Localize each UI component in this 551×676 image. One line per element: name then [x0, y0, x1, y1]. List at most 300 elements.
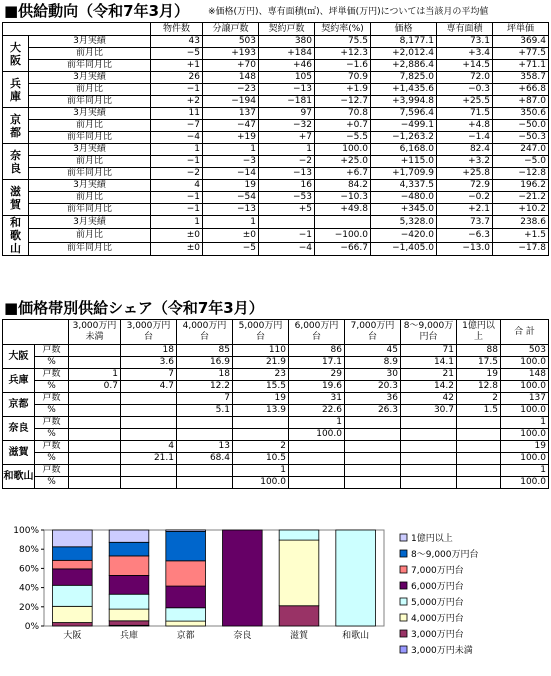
region-name: 大阪: [3, 345, 35, 369]
table-cell: ±0: [203, 229, 259, 242]
table-cell: 7: [177, 393, 233, 405]
table-cell: 85: [177, 345, 233, 357]
row-label: %: [35, 429, 69, 441]
row-label: 前年同月比: [29, 96, 151, 108]
table-cell: [177, 465, 233, 477]
table-cell: 84.2: [315, 180, 371, 192]
table-cell: −6.3: [437, 229, 493, 242]
table-cell: [289, 453, 345, 465]
table-row: [3, 48, 549, 60]
table-cell: −1,263.2: [371, 132, 437, 144]
table-cell: 21.9: [233, 357, 289, 369]
region-name: 京 都: [3, 108, 29, 144]
table-row: [3, 204, 549, 216]
table-cell: +193: [203, 48, 259, 60]
table-cell: 21.1: [121, 453, 177, 465]
table-cell: 70.9: [315, 72, 371, 84]
legend-label: 3,000万円未満: [411, 646, 473, 656]
bar-segment: [53, 547, 93, 561]
table-cell: 26: [151, 72, 203, 84]
table-cell: −17.8: [493, 242, 549, 255]
table-cell: [69, 477, 121, 489]
table-cell: [69, 453, 121, 465]
table-cell: 10.5: [233, 453, 289, 465]
table-cell: 73.1: [437, 36, 493, 48]
legend-swatch: [400, 630, 407, 637]
table-row: [3, 132, 549, 144]
table-cell: 1: [259, 144, 315, 156]
column-header: 分譲戸数: [203, 23, 259, 36]
table-cell: [345, 465, 401, 477]
table-cell: −21.2: [493, 192, 549, 204]
region-name: 京都: [3, 393, 35, 417]
table-cell: 19: [203, 180, 259, 192]
row-label: 前月比: [29, 120, 151, 132]
region-name: 奈 良: [3, 144, 29, 180]
table-cell: +19: [203, 132, 259, 144]
table-cell: −1: [151, 192, 203, 204]
table-cell: 17.5: [457, 357, 501, 369]
bar-segment: [53, 530, 93, 547]
table-cell: 86: [289, 345, 345, 357]
supply-table: [2, 22, 549, 256]
column-header: 8～9,000万円台: [401, 320, 457, 345]
column-header: 6,000万円台: [289, 320, 345, 345]
table-cell: 1: [233, 465, 289, 477]
bar-segment: [166, 531, 206, 560]
table-cell: −480.0: [371, 192, 437, 204]
table-cell: −2: [151, 168, 203, 180]
table-cell: −7: [151, 120, 203, 132]
table-cell: +1,435.6: [371, 84, 437, 96]
table-cell: 19: [501, 441, 549, 453]
table-cell: ±0: [151, 242, 203, 255]
table-cell: 18: [121, 345, 177, 357]
table-cell: [121, 465, 177, 477]
row-label: 戸数: [35, 417, 69, 429]
table-cell: 369.4: [493, 36, 549, 48]
table-cell: +4.8: [437, 120, 493, 132]
region-name: 和 歌 山: [3, 216, 29, 256]
column-header: 1億円以上: [457, 320, 501, 345]
region-name: 滋 賀: [3, 180, 29, 216]
table-cell: 19: [233, 393, 289, 405]
table-cell: 5.1: [177, 405, 233, 417]
table-cell: 4: [151, 180, 203, 192]
table-cell: [401, 477, 457, 489]
table-cell: [401, 417, 457, 429]
table-cell: [121, 393, 177, 405]
table-cell: 43: [151, 36, 203, 48]
table-cell: [259, 216, 315, 229]
table-cell: +71.1: [493, 60, 549, 72]
table-cell: +2,012.4: [371, 48, 437, 60]
table-cell: 100.0: [289, 429, 345, 441]
column-header: 3,000万円未満: [69, 320, 121, 345]
table-cell: 110: [233, 345, 289, 357]
table-row: [3, 381, 549, 393]
bar-segment: [279, 530, 319, 540]
table-cell: +1.9: [315, 84, 371, 96]
table-cell: 0.7: [69, 381, 121, 393]
table-cell: 29: [289, 369, 345, 381]
table-row: [3, 429, 549, 441]
bar-segment: [279, 540, 319, 606]
table-cell: 19.6: [289, 381, 345, 393]
legend-swatch: [400, 646, 407, 653]
row-label: 前月比: [29, 192, 151, 204]
table-row: [3, 242, 549, 255]
table-cell: +2,886.4: [371, 60, 437, 72]
bar-segment: [109, 530, 149, 542]
region-name: 兵庫: [3, 369, 35, 393]
table-cell: −0.2: [437, 192, 493, 204]
bar-segment: [53, 560, 93, 569]
table-cell: 1.5: [457, 405, 501, 417]
table-cell: −53: [259, 192, 315, 204]
bar-segment: [109, 594, 149, 609]
share-stacked-bar-chart: [8, 522, 538, 670]
y-tick-label: 80%: [18, 545, 39, 556]
table-cell: −1.6: [315, 60, 371, 72]
table-cell: −50.3: [493, 132, 549, 144]
table-cell: 1: [501, 465, 549, 477]
share-table: [2, 319, 549, 489]
table-cell: −12.7: [315, 96, 371, 108]
row-label: 前月比: [29, 48, 151, 60]
table-cell: [457, 477, 501, 489]
table-cell: +87.0: [493, 96, 549, 108]
row-label: 前月比: [29, 229, 151, 242]
table-cell: 12.8: [457, 381, 501, 393]
table-cell: 105: [259, 72, 315, 84]
table-row: [3, 60, 549, 72]
legend-swatch: [400, 614, 407, 621]
table-cell: +10.2: [493, 204, 549, 216]
table-cell: −1: [259, 229, 315, 242]
legend-label: 1億円以上: [411, 534, 453, 544]
table-cell: 148: [501, 369, 549, 381]
row-label: 3月実績: [29, 180, 151, 192]
share-title: ■価格帯別供給シェア（令和7年3月）: [4, 299, 264, 317]
table-cell: 100.0: [501, 453, 549, 465]
table-cell: [177, 477, 233, 489]
table-cell: −100.0: [315, 229, 371, 242]
table-cell: −23: [203, 84, 259, 96]
table-cell: 380: [259, 36, 315, 48]
table-cell: 12.2: [177, 381, 233, 393]
table-cell: −50.0: [493, 120, 549, 132]
table-cell: 100.0: [501, 381, 549, 393]
legend-swatch: [400, 534, 407, 541]
legend-label: 6,000万円台: [411, 582, 464, 592]
table-cell: 503: [203, 36, 259, 48]
table-cell: 36: [345, 393, 401, 405]
table-cell: [233, 429, 289, 441]
table-cell: +25.8: [437, 168, 493, 180]
table-cell: 100.0: [501, 405, 549, 417]
table-cell: −1: [151, 204, 203, 216]
table-cell: [345, 477, 401, 489]
table-cell: +1,709.9: [371, 168, 437, 180]
table-cell: 16: [259, 180, 315, 192]
table-row: [3, 441, 549, 453]
bar-segment: [279, 606, 319, 626]
table-cell: 42: [401, 393, 457, 405]
header-blank: [3, 320, 69, 345]
table-cell: 100.0: [315, 144, 371, 156]
column-header: 7,000万円台: [345, 320, 401, 345]
bar-segment: [109, 542, 149, 556]
bar-segment: [53, 623, 93, 626]
table-cell: 5,328.0: [371, 216, 437, 229]
row-label: 3月実績: [29, 72, 151, 84]
table-cell: 71.5: [437, 108, 493, 120]
column-header: 4,000万円台: [177, 320, 233, 345]
table-cell: 21: [401, 369, 457, 381]
row-label: 戸数: [35, 393, 69, 405]
table-cell: [69, 357, 121, 369]
table-cell: +25.5: [437, 96, 493, 108]
table-cell: [121, 417, 177, 429]
table-cell: 73.7: [437, 216, 493, 229]
table-cell: 358.7: [493, 72, 549, 84]
table-cell: −14: [203, 168, 259, 180]
y-tick-label: 60%: [18, 564, 39, 575]
table-cell: 7,596.4: [371, 108, 437, 120]
table-cell: +5: [259, 204, 315, 216]
table-cell: +46: [259, 60, 315, 72]
table-cell: 72.0: [437, 72, 493, 84]
supply-title: ■供給動向（令和7年3月）: [4, 2, 190, 20]
row-label: %: [35, 477, 69, 489]
table-cell: [345, 417, 401, 429]
table-cell: −181: [259, 96, 315, 108]
bar-segment: [109, 575, 149, 594]
table-cell: +2.1: [437, 204, 493, 216]
bar-segment: [53, 606, 93, 622]
table-row: [3, 168, 549, 180]
column-header: 合 計: [501, 320, 549, 345]
legend-swatch: [400, 582, 407, 589]
region-name: 兵 庫: [3, 72, 29, 108]
table-cell: +1: [151, 60, 203, 72]
row-label: 前年同月比: [29, 168, 151, 180]
table-row: [3, 96, 549, 108]
table-cell: 14.1: [401, 357, 457, 369]
table-cell: [177, 417, 233, 429]
table-cell: 75.5: [315, 36, 371, 48]
table-cell: [121, 429, 177, 441]
table-cell: [401, 453, 457, 465]
row-label: 前年同月比: [29, 204, 151, 216]
table-cell: 1: [203, 216, 259, 229]
table-cell: 100.0: [501, 477, 549, 489]
table-cell: 30.7: [401, 405, 457, 417]
y-tick-label: 20%: [18, 602, 39, 613]
table-cell: 31: [289, 393, 345, 405]
table-cell: +66.8: [493, 84, 549, 96]
column-header: 3,000万円台: [121, 320, 177, 345]
table-cell: [457, 465, 501, 477]
table-row: [3, 108, 549, 120]
table-cell: 11: [151, 108, 203, 120]
table-cell: −1: [151, 84, 203, 96]
table-cell: 7,825.0: [371, 72, 437, 84]
table-cell: −66.7: [315, 242, 371, 255]
supply-note: ※価格(万円)、専有面積(㎡)、坪単価(万円)については当該月の平均値: [208, 7, 489, 17]
table-cell: [121, 477, 177, 489]
row-label: 戸数: [35, 465, 69, 477]
table-cell: +77.5: [493, 48, 549, 60]
table-cell: +345.0: [371, 204, 437, 216]
table-cell: 148: [203, 72, 259, 84]
table-cell: 137: [203, 108, 259, 120]
table-cell: −1,405.0: [371, 242, 437, 255]
x-category-label: 和歌山: [342, 631, 370, 641]
table-cell: 20.3: [345, 381, 401, 393]
table-row: [3, 84, 549, 96]
region-name: 奈良: [3, 417, 35, 441]
table-row: [3, 229, 549, 242]
table-cell: [289, 465, 345, 477]
x-category-label: 滋賀: [289, 631, 309, 641]
table-cell: +184: [259, 48, 315, 60]
table-cell: 6,168.0: [371, 144, 437, 156]
table-cell: +3,994.8: [371, 96, 437, 108]
table-cell: [69, 417, 121, 429]
table-cell: 2: [233, 441, 289, 453]
x-category-label: 大阪: [63, 631, 82, 641]
table-cell: [233, 417, 289, 429]
table-cell: +49.8: [315, 204, 371, 216]
table-cell: −3: [203, 156, 259, 168]
table-cell: 3.6: [121, 357, 177, 369]
table-cell: +3.2: [437, 156, 493, 168]
table-row: [3, 357, 549, 369]
table-cell: −5.5: [315, 132, 371, 144]
table-cell: +1.5: [493, 229, 549, 242]
table-cell: 13.9: [233, 405, 289, 417]
table-cell: 1: [69, 369, 121, 381]
row-label: %: [35, 405, 69, 417]
table-cell: [69, 465, 121, 477]
table-cell: −1: [151, 156, 203, 168]
bar-segment: [223, 530, 263, 626]
row-label: 前月比: [29, 156, 151, 168]
column-header: 5,000万円台: [233, 320, 289, 345]
table-cell: [401, 441, 457, 453]
legend-label: 5,000万円台: [411, 598, 464, 608]
table-cell: −10.3: [315, 192, 371, 204]
table-cell: −13: [259, 84, 315, 96]
table-cell: 13: [177, 441, 233, 453]
bar-segment: [53, 569, 93, 585]
header-blank: [3, 23, 151, 36]
table-row: [3, 36, 549, 48]
row-label: %: [35, 381, 69, 393]
table-cell: +7: [259, 132, 315, 144]
bar-segment: [166, 530, 206, 531]
y-tick-label: 0%: [24, 622, 39, 632]
row-label: 前月比: [29, 84, 151, 96]
table-cell: [69, 393, 121, 405]
table-cell: 8,177.1: [371, 36, 437, 48]
table-cell: −13: [259, 168, 315, 180]
table-cell: [177, 429, 233, 441]
legend-label: 3,000万円台: [411, 630, 464, 640]
x-category-label: 奈良: [233, 631, 252, 641]
legend-swatch: [400, 566, 407, 573]
table-cell: 17.1: [289, 357, 345, 369]
x-category-label: 兵庫: [119, 631, 139, 641]
table-cell: 15.5: [233, 381, 289, 393]
table-cell: 82.4: [437, 144, 493, 156]
table-row: [3, 393, 549, 405]
row-label: 3月実績: [29, 144, 151, 156]
table-row: [3, 180, 549, 192]
table-cell: 23: [233, 369, 289, 381]
table-cell: −5: [203, 242, 259, 255]
table-cell: 45: [345, 345, 401, 357]
table-cell: +12.3: [315, 48, 371, 60]
table-cell: 196.2: [493, 180, 549, 192]
table-cell: 1: [501, 417, 549, 429]
row-label: 戸数: [35, 345, 69, 357]
legend-swatch: [400, 550, 407, 557]
table-cell: [69, 441, 121, 453]
row-label: 3月実績: [29, 36, 151, 48]
table-cell: [69, 429, 121, 441]
table-cell: 1: [151, 144, 203, 156]
table-cell: 26.3: [345, 405, 401, 417]
bar-segment: [166, 621, 206, 626]
table-cell: −420.0: [371, 229, 437, 242]
table-cell: 1: [203, 144, 259, 156]
table-cell: +115.0: [371, 156, 437, 168]
table-cell: ±0: [151, 229, 203, 242]
table-cell: [457, 429, 501, 441]
table-cell: 70.8: [315, 108, 371, 120]
table-cell: 1: [289, 417, 345, 429]
bar-segment: [109, 556, 149, 575]
y-tick-label: 40%: [18, 583, 39, 594]
table-row: [3, 405, 549, 417]
table-row: [3, 72, 549, 84]
table-cell: 68.4: [177, 453, 233, 465]
table-cell: −499.1: [371, 120, 437, 132]
bar-segment: [109, 621, 149, 626]
table-cell: 4,337.5: [371, 180, 437, 192]
table-cell: 14.2: [401, 381, 457, 393]
table-cell: 19: [457, 369, 501, 381]
region-name: 滋賀: [3, 441, 35, 465]
table-cell: 100.0: [501, 357, 549, 369]
row-label: 3月実績: [29, 216, 151, 229]
table-cell: +6.7: [315, 168, 371, 180]
table-cell: [315, 216, 371, 229]
table-cell: 97: [259, 108, 315, 120]
table-cell: [457, 441, 501, 453]
table-cell: 100.0: [233, 477, 289, 489]
table-row: [3, 465, 549, 477]
table-cell: [457, 453, 501, 465]
table-cell: +3.4: [437, 48, 493, 60]
table-cell: 4: [121, 441, 177, 453]
row-label: 前年同月比: [29, 132, 151, 144]
table-cell: 137: [501, 393, 549, 405]
column-header: 専有面積: [437, 23, 493, 36]
